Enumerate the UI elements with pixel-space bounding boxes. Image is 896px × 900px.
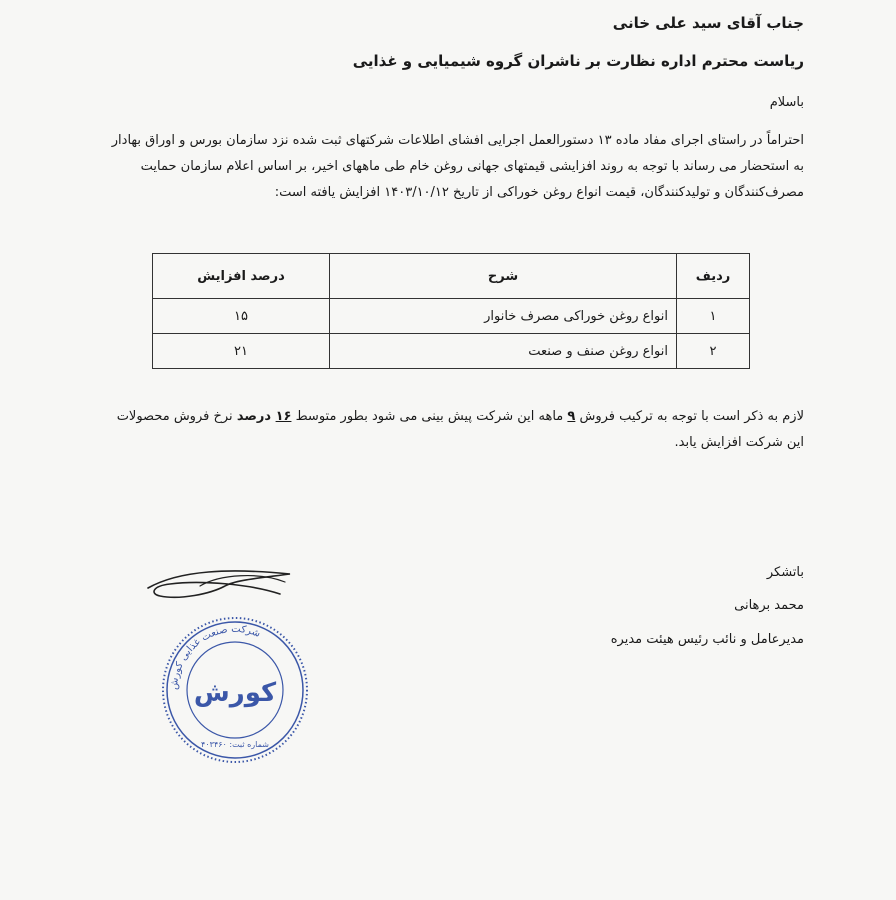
row-number: ۲ xyxy=(677,334,750,369)
signer-position: مدیرعامل و نائب رئیس هیئت مدیره xyxy=(610,632,804,647)
header-description: شرح xyxy=(330,254,677,299)
intro-paragraph: احتراماً در راستای اجرای مفاد ماده ۱۳ دستورالعمل اجرایی افشای اطلاعات شرکتهای ثبت شده نزد سازمان بورس و اوراق بهادار به استحضار می رساند با توجه به روند افزایشی قیمتهای جهانی روغن خام طی ماههای اخیر، بر اساس اعلام سازمان حمایت مصرف‌کنندگان و تولیدکنندگان، قیمت انواع روغن خوراکی از تاریخ ۱۴۰۳/۱۰/۱۲ افزایش یافته است: xyxy=(111,133,804,200)
price-increase-table xyxy=(152,253,750,369)
row-percent: ۱۵ xyxy=(153,299,330,334)
header-percent: درصد افزایش xyxy=(153,254,330,299)
row-description: انواع روغن صنف و صنعت xyxy=(330,334,677,369)
row-percent: ۲۱ xyxy=(153,334,330,369)
percent-word: درصد xyxy=(236,409,276,424)
months-value: ۹ xyxy=(567,409,576,424)
seal-registration-number: شماره ثبت: ۴۰۳۴۶۰ xyxy=(201,740,269,749)
handwritten-signature xyxy=(140,560,300,620)
table-row xyxy=(153,334,750,369)
seal-logo-text: کورش xyxy=(193,678,277,708)
signer-name: محمد برهانی xyxy=(734,598,804,613)
company-seal xyxy=(160,615,310,765)
closing-text-2: ماهه این شرکت پیش بینی می شود بطور متوسط xyxy=(291,409,568,424)
table-row xyxy=(153,299,750,334)
header-row-number: ردیف xyxy=(677,254,750,299)
seal-ring-text-path: شرکت صنعت غذایی کورش xyxy=(168,623,262,691)
closing-text-3: نرخ فروش محصولات این شرکت افزایش یابد. xyxy=(116,409,804,450)
table-header-row xyxy=(153,254,750,299)
row-description: انواع روغن خوراکی مصرف خانوار xyxy=(330,299,677,334)
row-number: ۱ xyxy=(677,299,750,334)
percent-value: ۱۶ xyxy=(275,409,292,424)
recipient-title: ریاست محترم اداره نظارت بر ناشران گروه شیمیایی و غذایی xyxy=(352,52,804,70)
closing-text-1: لازم به ذکر است با توجه به ترکیب فروش xyxy=(575,409,804,424)
thanks-text: باتشکر xyxy=(766,565,804,580)
recipient-name: جناب آقای سید علی خانی xyxy=(612,14,804,32)
closing-paragraph xyxy=(104,404,804,456)
greeting: باسلام xyxy=(769,95,804,110)
